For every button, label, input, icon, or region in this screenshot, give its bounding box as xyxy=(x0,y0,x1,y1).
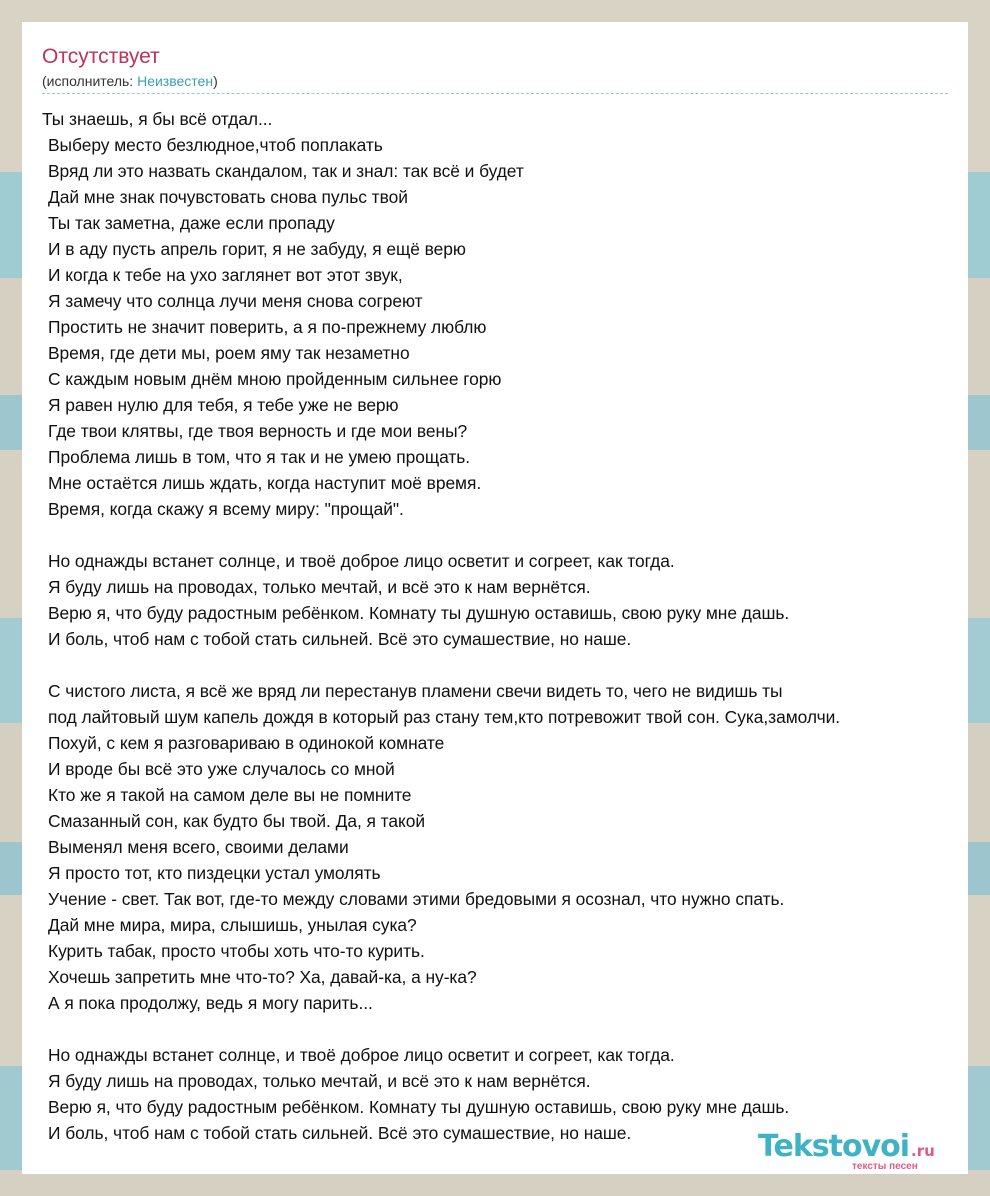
lyric-line: Ты так заметна, даже если пропаду xyxy=(48,213,335,233)
artist-suffix: ) xyxy=(213,73,218,89)
stanza-gap xyxy=(42,652,948,678)
lyric-line: Я просто тот, кто пиздецки устал умолять xyxy=(48,863,381,883)
lyric-line: Похуй, с кем я разговариваю в одинокой комнате xyxy=(48,733,445,753)
lyric-line: Я равен нулю для тебя, я тебе уже не верю xyxy=(48,395,399,415)
stanza-gap xyxy=(42,1016,948,1042)
lyric-line: Время, когда скажу я всему миру: "прощай". xyxy=(48,499,404,519)
lyrics-body xyxy=(42,106,948,1146)
artist-link[interactable]: Неизвестен xyxy=(137,73,214,89)
lyric-line: Дай мне мира, мира, слышишь, унылая сука? xyxy=(48,915,417,935)
lyrics-chorus-1 xyxy=(42,548,948,652)
lyric-line: Выменял меня всего, своими делами xyxy=(48,837,349,857)
lyric-line: Кто же я такой на самом деле вы не помните xyxy=(48,785,412,805)
lyric-line: Ты знаешь, я бы всё отдал... xyxy=(42,109,273,129)
logo-name: Tekstovoi xyxy=(758,1129,910,1164)
title-divider xyxy=(42,93,948,94)
lyric-line: Верю я, что буду радостным ребёнком. Комнату ты душную оставишь, свою руку мне дашь. xyxy=(48,1097,790,1117)
lyric-line: Смазанный сон, как будто бы твой. Да, я такой xyxy=(48,811,426,831)
lyric-line: С каждым новым днём мною пройденным сильнее горю xyxy=(48,369,502,389)
lyric-line: И когда к тебе на ухо заглянет вот этот звук, xyxy=(48,265,403,285)
lyric-line: Учение - свет. Так вот, где-то между словами этими бредовыми я осознал, что нужно спать. xyxy=(48,889,785,909)
lyric-line: С чистого листа, я всё же вряд ли перестанув пламени свечи видеть то, чего не видишь ты xyxy=(48,681,783,701)
site-logo[interactable] xyxy=(758,1129,968,1172)
lyric-line: И вроде бы всё это уже случалось со мной xyxy=(48,759,395,779)
lyric-line: И боль, чтоб нам с тобой стать сильней. Всё это сумашествие, но наше. xyxy=(48,1123,632,1143)
stanza-gap xyxy=(42,522,948,548)
lyric-line: Верю я, что буду радостным ребёнком. Комнату ты душную оставишь, свою руку мне дашь. xyxy=(48,603,790,623)
lyric-line: Я буду лишь на проводах, только мечтай, и всё это к нам вернётся. xyxy=(48,1071,591,1091)
lyric-line: Время, где дети мы, роем яму так незаметно xyxy=(48,343,410,363)
lyric-line: Я замечу что солнца лучи меня снова согреют xyxy=(48,291,423,311)
lyric-line: И боль, чтоб нам с тобой стать сильней. Всё это сумашествие, но наше. xyxy=(48,629,632,649)
lyric-line: И в аду пусть апрель горит, я не забуду, я ещё верю xyxy=(48,239,466,259)
lyric-line: Я буду лишь на проводах, только мечтай, и всё это к нам вернётся. xyxy=(48,577,591,597)
lyric-line: Дай мне знак почувстовать снова пульс твой xyxy=(48,187,408,207)
lyric-line: Вряд ли это назвать скандалом, так и знал: так всё и будет xyxy=(48,161,524,181)
lyric-line: Проблема лишь в том, что я так и не умею прощать. xyxy=(48,447,471,467)
lyric-line: Но однажды встанет солнце, и твоё доброе лицо осветит и согреет, как тогда. xyxy=(48,1045,675,1065)
artist-line xyxy=(42,72,948,90)
lyrics-verse-2 xyxy=(42,678,948,1016)
lyric-line: А я пока продолжу, ведь я могу парить... xyxy=(48,993,373,1013)
lyric-line: Но однажды встанет солнце, и твоё доброе лицо осветит и согреет, как тогда. xyxy=(48,551,675,571)
lyric-line: Простить не значит поверить, а я по-прежнему люблю xyxy=(48,317,487,337)
lyric-line: Выберу место безлюдное,чтоб поплакать xyxy=(48,135,383,155)
logo-tagline: тексты песен xyxy=(852,1161,918,1172)
lyric-line: Где твои клятвы, где твоя верность и где мои вены? xyxy=(48,421,468,441)
logo-tld: .ru xyxy=(911,1142,935,1160)
song-title: Отсутствует xyxy=(42,45,160,68)
lyric-line: под лайтовый шум капель дождя в который раз стану тем,кто потревожит твой сон. Сука,замолчи. xyxy=(48,707,841,727)
lyric-line: Мне остаётся лишь ждать, когда наступит моё время. xyxy=(48,473,482,493)
lyrics-card xyxy=(22,22,968,1174)
artist-prefix: (исполнитель: xyxy=(42,73,138,89)
lyric-line: Хочешь запретить мне что-то? Ха, давай-ка, а ну-ка? xyxy=(48,967,477,987)
lyric-line: Курить табак, просто чтобы хоть что-то курить. xyxy=(48,941,425,961)
lyrics-verse-1 xyxy=(42,106,948,522)
